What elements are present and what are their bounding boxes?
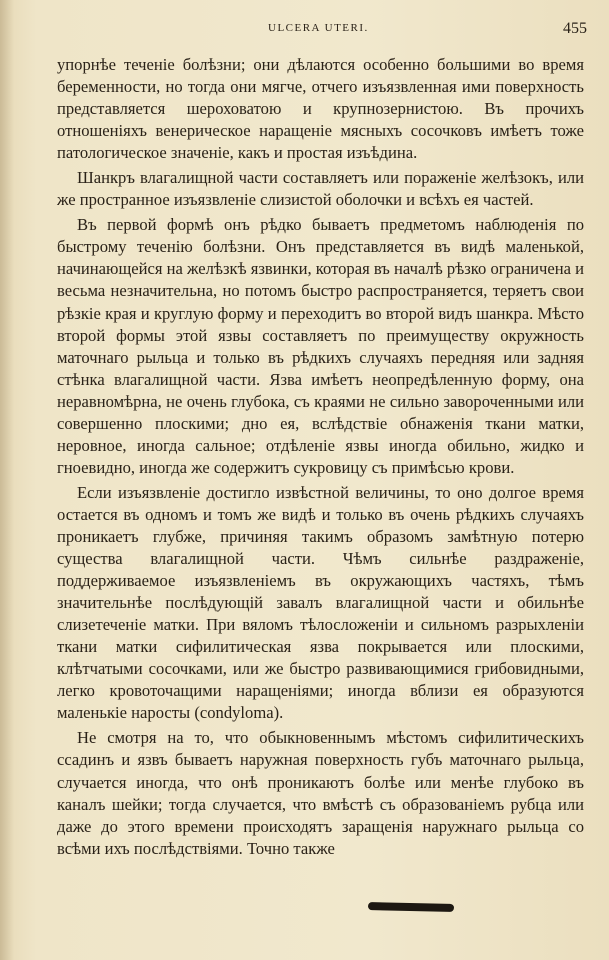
paragraph-2: Шанкръ влагалищной части составляетъ или пораженіе желѣзокъ, или же пространное изъязвленіе слизистой оболочки и всѣхъ ея частей. — [57, 168, 584, 210]
page-header — [0, 22, 609, 42]
paragraph-1: упорнѣе теченіе болѣзни; они дѣлаются особенно большими во время беременности, но тогда они мягче, отчего изъязвленная ими поверхность представляется шероховатою и крупнозернистою. Въ прочихъ отношеніяхъ венерическое наращеніе мясныхъ сосочковъ имѣетъ тоже патологическое значеніе, какъ и простая изъѣдина. — [57, 55, 584, 163]
ink-smudge — [368, 902, 454, 912]
paragraph-3: Въ первой формѣ онъ рѣдко бываетъ предметомъ наблюденія по быстрому теченію болѣзни. Онъ представляется въ видѣ маленькой, начинающейся на желѣзкѣ язвинки, которая въ началѣ рѣзко ограничена и весьма незначительна, но потомъ быстро распространяется, теряетъ свои рѣзкіе края и круглую форму и переходитъ во второй видъ шанкра. Мѣсто второй формы этой язвы составляетъ по преимуществу окружность маточнаго рыльца и только въ рѣдкихъ случаяхъ передняя или задняя стѣнка влагалищной части. Язва имѣетъ неопредѣленную форму, она неравномѣрна, не очень глубока, съ краями не сильно завороченными или совершенно плоскими; дно ея, вслѣдствіе обнаженія ткани матки, неровное, иногда сальное; отдѣленіе язвы иногда обильно, жидко и гноевидно, иногда же содержитъ сукровицу съ примѣсью крови. — [57, 215, 584, 477]
body-text — [57, 54, 584, 863]
running-title: ULCERA UTERI. — [268, 22, 369, 34]
page-number: 455 — [563, 20, 587, 37]
paragraph-4: Если изъязвленіе достигло извѣстной величины, то оно долгое время остается въ одномъ и томъ же видѣ и только въ очень рѣдкихъ случаяхъ проникаетъ глубже, причиняя такимъ образомъ замѣтную потерю существа влагалищной части. Чѣмъ сильнѣе раздраженіе, поддерживаемое изъязвленіемъ въ окружающихъ частяхъ, тѣмъ значительнѣе послѣдующій завалъ влагалищной части и обильнѣе слизетеченіе матки. При вяломъ тѣлосложеніи и сильномъ разрыхленіи ткани матки сифилитическая язва покрывается или плоскими, клѣтчатыми сосочками, или же быстро развивающимися грибовидными, легко кровоточащими наращеніями; иногда вблизи ея образуются маленькіе наросты (condyloma). — [57, 482, 584, 723]
paragraph-5: Не смотря на то, что обыкновеннымъ мѣстомъ сифилитическихъ ссадинъ и язвъ бываетъ наружная поверхность губъ маточнаго рыльца, случается иногда, что онѣ проникаютъ болѣе или менѣе глубоко въ каналъ шейки; тогда случается, что вмѣстѣ съ образованіемъ рубца или даже до этого времени происходятъ заращенія наружнаго рыльца со всѣми ихъ послѣдствіями. Точно также — [57, 728, 584, 858]
page-edge-shadow — [0, 0, 14, 960]
